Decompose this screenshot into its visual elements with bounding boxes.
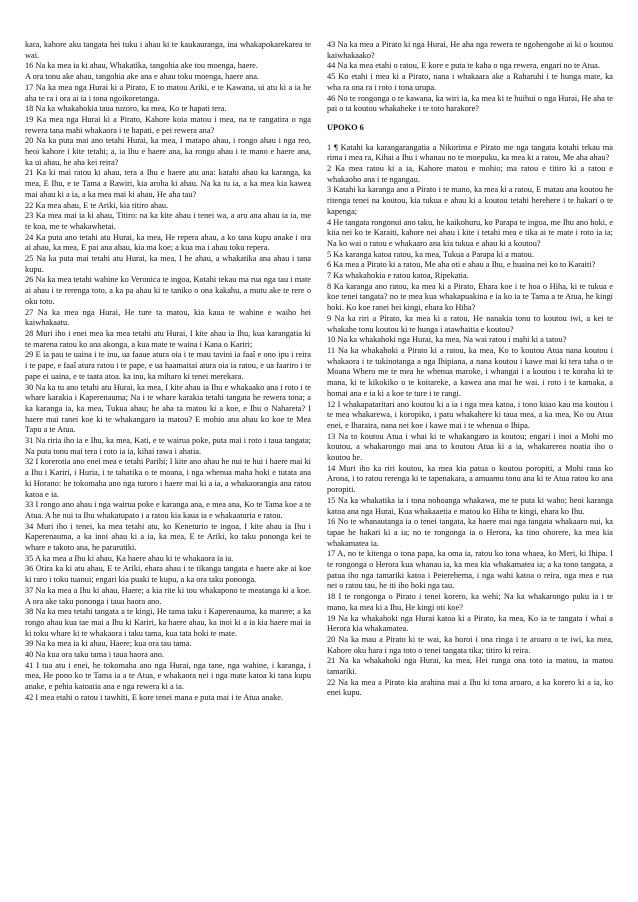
- verse-paragraph: 17 A, no te kitenga o tona papa, ka oma ia, ratou ko tona whaea, ko Meri, ki Ihipa. I te rongonga o Herora kua whanau ia, ka mea kia whakamatea ia; a ka tono tangata, a patua iho nga tamariki katoa i Peterehema, i nga wahi katoa o reira, nga mea e rua nei o ratou tau, he iti iho hoki nga tau.: [327, 549, 613, 591]
- verse-paragraph: 43 Na ka mea a Pirato ki nga Hurai, He aha nga rewera te ngohengohe ai ki o koutou kaiwhakaako?: [327, 40, 613, 60]
- verse-paragraph: 46 No te rongonga o te kawana, ka wiri ia, ka mea ki te huihui o nga Hurai, He aha te pai o ta koutou whakaheke i te toto harakore?: [327, 93, 613, 114]
- verse-paragraph: 28 Muri iho i enei mea ka mea tetahi atu Hurai, I kite ahau ia Ihu, kua karangatia ki te marena ratou ko ana akonga, a kua mate te waina i Kana o Kariri;: [25, 328, 311, 349]
- verse-paragraph: 3 Katahi ka karanga ano a Pirato i te mano, ka mea ki a ratou, E matau ana koutou he ritenga tenei na koutou, kia tukua e ahau ki a koutou tetahi herehere i te hakari o te kapenga;: [327, 185, 613, 216]
- verse-paragraph: 31 Na riria iho ia e Ihu, ka mea, Kati, e te wairua poke, puta mai i roto i taua tangata; Na puta tonu mai tera i roto ia ia, kihai rawa i ahatia.: [25, 436, 311, 456]
- verse-paragraph: 41 I tua atu i enei, he tokomaha ano nga Hurai, nga tane, nga wahine, i karanga, i mea, He pono ko te Tama ia a te Atua, e whakaora nei i nga mate katoa ki tana kupu anake, e pehia katoatia ana e nga rewera ki a ia.: [25, 660, 311, 692]
- verse-paragraph: 13 Na to koutou Atua i whai ki te whakangaro ia koutou; engari i inoi a Mohi mo koutou, a whakarongo mai ana to koutou Atua ki a ia, whakarerea noatia iho o koutou he.: [327, 431, 613, 463]
- verse-paragraph: 44 Na ka mea etahi o ratou, E kore e puta te kaha o nga rewera, engari no te Atua.: [327, 61, 600, 71]
- verse-paragraph: 23 Ka mea mai ia ki ahau, Titiro: na ka kite ahau i tenei wa, a aru ana ahau ia ia, me te koa, me te whakawhetai.: [25, 211, 311, 231]
- verse-paragraph: 26 Na ka mea tetahi wahine ko Veronica te ingoa, Kotahi tekau ma rua nga tau i mate ai ahau i te rerenga toto, a ka pa ahau ki te taniko o ona kakahu, a mutu ake te rere o oku toto.: [25, 275, 311, 306]
- verse-paragraph: 25 Na ka puta mai tetahi atu Hurai, ka mea, I he ahau, a whakatika ana ahau i tana kupu.: [25, 254, 311, 274]
- verse-paragraph: 30 Na ka tu ano tetahi atu Hurai, ka mea, I kite ahau ia Ihu e whakaako ana i roto i te whare karakia i Kaperenauma; Na i te whare karakia tetahi tangata he rewera tona; a ka karanga ia, ka mea, Tukua ahau; he aha ta matou ki a koe, e Ihu o Nahareta? I haere mai ranei koe ki te whakangaro ia matou? E mohio ana ahau ko koe te Mea Tapu a te Atua.: [25, 382, 311, 435]
- verse-paragraph: 16 No te whanautanga ia o tenei tangata, ka haere mai nga tangata whakaaro nui, ka tapae he hakari ki a ia; no te rongonga ia o Herora, ka tino ohorere, ka mea kia whakamatea ia.: [327, 517, 613, 548]
- verse-paragraph: 39 Na ka mea ia ki ahau, Haere; kua ora tau tama.: [25, 639, 192, 649]
- right-column-top: [327, 40, 613, 115]
- verse-paragraph: A ora tonu ake ahau, tangohia ake ana e ahau toku moenga, haere ana.: [25, 72, 259, 82]
- verse-paragraph: 40 Na kua ora taku tama i taua haora ano.: [25, 650, 165, 660]
- verse-paragraph: 14 Muri iho ka riri koutou, ka mea kia patua o koutou poropiti, a Mohi raua ko Arona, i to ratou rerenga ki te tapenakara, a amuamu tonu ana ki te Atua ratou ko ana poropiti.: [327, 463, 613, 495]
- verse-paragraph: 12 I whakapataritari ano koutou ki a ia i nga mea katoa, i tono kuao kau ma koutou i te mea whakarewa, i koropiko, i patu whakahere ki taua mea, a ka mea, Ko ou Atua enei, e Iharaira, nana nei koe i kawe mai i te whenua o Ihipa.: [327, 399, 613, 430]
- verse-paragraph: 29 E ia pau te uaina i te inu, ua faaue atura oia i te mau tavini ia faaî e ono ipu i reira i te pape, e faaî atura ratou i te pape, e ua haamaitai atura oia ia ratou, e ua faariro i te pape ei uaina, e te taata atoa. ka inu, ka miharo ki tenei merekara.: [25, 350, 311, 381]
- verse-paragraph: 5 Ka karanga katoa ratou, ka mea, Tukua a Parapa ki a matou.: [327, 249, 534, 259]
- verse-paragraph: 18 I te rongonga o Pirato i tenei korero, ka wehi; Na ka whakarongo puku ia i te mano, ka mea ki a Ihu, He kingi oti koe?: [327, 592, 613, 612]
- verse-paragraph: 45 Ko etahi i mea ki a Pirato, nana i whakaara ake a Raharuhi i te hunga mate, ka wha ra ona ra i roto i tona urupa.: [327, 72, 613, 92]
- verse-paragraph: 34 Muri iho i tenei, ka mea tetahi atu, ko Keneturio te ingoa, I kite ahau ia Ihu i Kaperenauma, a ka inoi ahau ki a ia, ka mea, E te Ariki, ko taku pononga kei te whare e takoto ana, he pararutiki.: [25, 521, 311, 553]
- right-column: [327, 40, 613, 902]
- verse-paragraph: 42 I mea etahi o ratou i tawhiti, E kore tenei mana e puta mai i te Atua anake.: [25, 692, 284, 702]
- verse-paragraph: 38 Na ka mea tetahi tangata a te kingi, He tama taku i Kaperenauma, ka marere; a ka rongo ahau kua tae mai a Ihu ki Kariri, ka haere ahau, ka inoi ki a ia kia haere mai ia ki toku whare ki te whakaora i taku tama, kua tata hoki te mate.: [25, 607, 311, 638]
- verse-paragraph: 16 Na ka mea ia ki ahau, Whakatika, tangohia ake tou moenga, haere.: [25, 61, 258, 71]
- verse-paragraph: 19 Ka mea nga Hurai ki a Pirato, Kahore koia matou i mea, na te rangatira o nga rewera tana mahi whakaora i te hapati, e pei rewera ana?: [25, 114, 311, 135]
- left-column: [25, 40, 311, 902]
- verse-paragraph: 8 Ka karanga ano ratou, ka mea ki a Pirato, Ehara koe i te hoa o Hiha, ki te tukua e koe tenei tangata? no te mea kua whakapuakina e ia ko ia te Tama a te Atua, he kingi hoki. Ko koe ranei hei kingi, ehara ko Hiha?: [327, 281, 613, 313]
- verse-paragraph: 22 Ka mea ahau, E te Ariki, kia titiro ahau.: [25, 200, 169, 210]
- verse-paragraph: 9 Na ka riri a Pirato, ka mea ki a ratou, He nanakia tonu to koutou iwi, a kei te whakahe tonu koutou ki te hunga i atawhaitia e koutou?: [327, 313, 613, 334]
- verse-paragraph: 15 Na ka whakatika ia i tona nohoanga whakawa, me te puta ki waho; heoi karanga katoa ana nga Hurai, Kua whakaaetia e matou ko Hiha te kingi, ehara ko Ihu.: [327, 495, 613, 516]
- verse-paragraph: 17 Na ka mea nga Hurai ki a Pirato, E to matou Ariki, e te Kawana, ui atu ki a ia he aha te ra i ora ai ia i tona ngoikoretanga.: [25, 82, 311, 103]
- verse-paragraph: 18 Na ka whakahokia taua tuzoro, ka mea, Ko te hapati tera.: [25, 104, 227, 114]
- right-column-bottom: [327, 143, 613, 700]
- verse-paragraph: 19 Na ka whakahoki nga Hurai katoa ki a Pirato, ka mea, Ko ia te tangata i whai a Herora kia whakamatea.: [327, 613, 613, 634]
- verse-paragraph: 27 Na ka mea nga Hurai, He ture ta matou, kia kaua te wahine e waiho hei kaiwhakaatu.: [25, 307, 311, 328]
- verse-paragraph: 22 Na ka mea a Pirato kia arahina mai a Ihu ki tona aroaro, a ka korero ki a ia, ko enei kupu.: [327, 677, 613, 698]
- verse-paragraph: 24 Ka puta ano tetahi atu Hurai, ka mea, He repera ahau, a ko tana kupu anake i ora ai ahau, ka mea, E pai ana ahau, kia ma koe; a kua ma i ahau toku repera.: [25, 232, 311, 253]
- verse-paragraph: 1 ¶ Katahi ka karangarangatia a Nikorima e Pirato me nga tangata kotahi tekau ma rima i mea ra, Kihai a Ihu i whanau no te moepuku, ka mea ki a ratou, Me aha ahau?: [327, 142, 613, 163]
- verse-paragraph: 35 A ka mea a Ihu ki ahau, Ka haere ahau ki te whakaora ia ia.: [25, 553, 234, 563]
- verse-paragraph: 6 Ka mea a Pirato ki a ratou, Me aha oti e ahau a Ihu, e huaina nei ko to Karaiti?: [327, 260, 596, 270]
- verse-paragraph: kara, kahore aku tangata hei tuku i ahau ki te kaukauranga, ina whakapokarekarea te wai.: [25, 40, 311, 60]
- verse-paragraph: 20 Na ka puta mai ano tetahi Hurai, ka mea, I matapo ahau, i rongo ahau i nga reo, heoi kahore i kite tetahi; a, ia Ihu e haere ana, ka rongo ahau i te mano e haere ana, ka ui ahau, he aha kei reira?: [25, 136, 311, 167]
- verse-paragraph: 10 Na ka whakahoki nga Hurai, ka mea, Na wai ratou i mahi ki a tatou?: [327, 335, 567, 345]
- verse-paragraph: 11 Na ka whakahoki a Pirato ki a ratou, ka mea, Ko to koutou Atua nana koutou i whakaora i te tukinotanga a nga Ihipiana, a nana koutou i kawe mai ki tera taha o te Moana Whero me te mea he whenua maroke, i whangai i a koutou i te koraha ki te mana, ki te kikokiko o te koitareke, a kawea ana mai he wai. i roto i te kamaka, a homai ana e ia ki a koe te ture i te rangi.: [327, 345, 613, 398]
- verse-paragraph: 20 Na ka mau a Pirato ki te wai, ka horoi i ona ringa i te aroaro o te iwi, ka mea, Kahore oku hara i nga toto o tenei tangata tika; titiro ki reira.: [327, 634, 613, 655]
- verse-paragraph: 7 Ka whakahokia e ratou katoa, Ripekatia.: [327, 271, 469, 281]
- verse-paragraph: 36 Otira ka ki atu ahau, E te Ariki, ehara ahau i te tikanga tangata e haere ake ai koe ki raro i toku tuanui; engari kia puaki te kupu, a ka ora taku pononga.: [25, 564, 311, 585]
- verse-paragraph: 21 Na ka whakahoki nga Hurai, ka mea, Hei runga ona toto ia matou, ia matou tamariki.: [327, 656, 613, 677]
- verse-paragraph: 32 I korerotia ano enei mea e tetahi Parihi; I kite ano ahau he nui te hui i haere mai ki a Ihu i Kariri, i Huria, i te tahatika o te moana, i nga whenua maha hoki e tutata ana ki Horano: he tokomaha ano nga turoro i haere mai ki a ia, a whakaorangia ana ratou katoa e ia.: [25, 457, 311, 499]
- chapter-heading: UPOKO 6: [327, 122, 364, 132]
- verse-paragraph: 21 Ka ki mai ratou ki ahau, tera a Ihu e haere atu ana: katahi ahau ka karanga, ka mea, E Ihu, e te Tama a Rawiri, kia aroha ki ahau. Na ka tu ia, a ka mea kia kawea mai ahau ki a ia, a ka mea mai ki ahau, He aha tau?: [25, 168, 311, 199]
- verse-paragraph: 2 Ka mea ratou ki a ia, Kahore matou e mohio; ma ratou e titiro ki a ratou e whakaoho ana i te ngangau.: [327, 164, 613, 184]
- verse-paragraph: 4 He tangata rongonui ano taku, he kaikohuru, ko Parapa te ingoa, me Ihu ano hoki, e kiia nei ko te Karaiti, kahore nei ahau i kite i tetahi mea e tika ai te mate i roto ia ia; Na ko wai o ratou e whakaaro ana kia tukua e ahau ki a koutou?: [327, 217, 613, 248]
- verse-paragraph: 37 Na ka mea a Ihu ki ahau, Haere; a kia rite ki tou whakapono te meatanga ki a koe. A ora ake taku pononga i taua haora ano.: [25, 585, 311, 606]
- verse-paragraph: 33 I rongo ano ahau i nga wairua poke e karanga ana, e mea ana, Ko te Tama koe a te Atua. A he nui ta Ihu whakatupato i a ratou kia kaua ia e whakaaturia e ratou.: [25, 500, 311, 520]
